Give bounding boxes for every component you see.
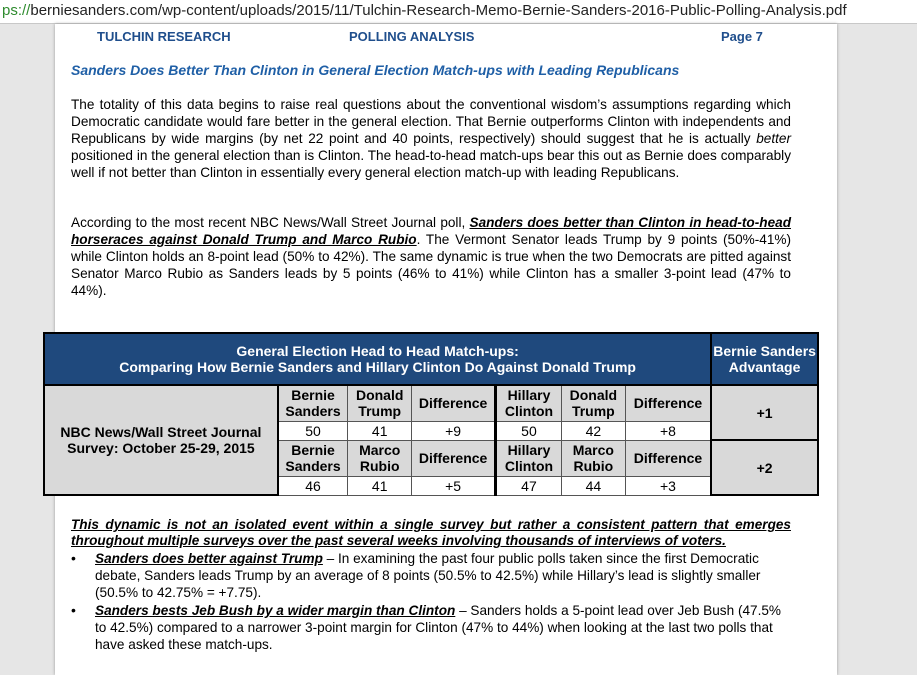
bullet-dot-icon: • — [71, 602, 76, 618]
matchup-table — [43, 332, 819, 496]
bullet-item — [71, 550, 791, 601]
bullet-dot-icon: • — [71, 550, 76, 566]
paragraph-1-italic: better — [756, 131, 791, 146]
table-cell: 44 — [561, 476, 625, 495]
bullet-lead: Sanders does better against Trump — [95, 551, 323, 566]
paragraph-2 — [71, 214, 791, 299]
viewer-background-right — [837, 24, 917, 675]
paragraph-1-text: The totality of this data begins to raise real questions about the conventional wisdom’s assumptions regarding which Democratic candidate would fare better in the general election. That Bernie outperforms Clinton with independents and Republicans by wide margins (by net 22 point and 40 points, respectively) should suggest that he is actually — [71, 97, 791, 146]
url-text[interactable] — [2, 2, 847, 19]
table-title: General Election Head to Head Match-ups: Comparing How Bernie Sanders and Hillary Clinton Do Against Donald Trump — [44, 333, 711, 385]
table-cell: +3 — [625, 476, 711, 495]
table-cell: 50 — [278, 421, 348, 440]
col-header: Donald Trump — [561, 385, 625, 421]
bullet-lead: Sanders bests Jeb Bush by a wider margin than Clinton — [95, 603, 456, 618]
header-org: TULCHIN RESEARCH — [97, 29, 231, 44]
advantage-header: Bernie Sanders Advantage — [711, 333, 818, 385]
col-header: Bernie Sanders — [278, 440, 348, 476]
bullet-text: – In examining the past four public polls taken since the first Democratic debate, Sanders leads Trump by an average of 8 points (50.5% to 42.5%) while Hillary’s lead is slightly smaller (50.5% to 42.75% = +7.75). — [95, 551, 761, 600]
paragraph-2-emphasis: Sanders does better than Clinton in head-to-head horseraces against Donald Trump and Marco Rubio — [71, 215, 791, 247]
table-cell: +8 — [625, 421, 711, 440]
table-cell: +9 — [412, 421, 496, 440]
paragraph-1-text-end: positioned in the general election than is Clinton. The head-to-head match-ups bear this out as Bernie does comparably well if not better than Clinton in essentially every general election match-up with leading Republicans. — [71, 148, 791, 180]
table-cell: 47 — [496, 476, 562, 495]
col-header: Difference — [412, 385, 496, 421]
col-header: Hillary Clinton — [496, 440, 562, 476]
table-cell: +5 — [412, 476, 496, 495]
pattern-note: This dynamic is not an isolated event within a single survey but rather a consistent pattern that emerges throughout multiple surveys over the past several weeks involving thousands of interviews of voters. — [71, 517, 791, 548]
col-header: Donald Trump — [348, 385, 412, 421]
paragraph-2-text-end: . The Vermont Senator leads Trump by 9 points (50%-41%) while Clinton holds an 8-point lead (50% to 42%). The same dynamic is true when the two Democrats are pitted against Senator Marco Rubio as Sanders leads by 5 points (46% to 41%) while Clinton has a smaller 3-point lead (47% to 44%). — [71, 232, 792, 298]
address-bar[interactable] — [0, 0, 917, 24]
col-header: Marco Rubio — [561, 440, 625, 476]
col-header: Marco Rubio — [348, 440, 412, 476]
header-page-number: Page 7 — [721, 29, 763, 44]
section-title: Sanders Does Better Than Clinton in General Election Match-ups with Leading Republicans — [71, 62, 680, 78]
advantage-value: +1 — [711, 385, 818, 440]
survey-label: NBC News/Wall Street Journal Survey: October 25-29, 2015 — [44, 385, 278, 495]
pdf-page — [55, 24, 837, 675]
table-cell: 46 — [278, 476, 348, 495]
col-header: Bernie Sanders — [278, 385, 348, 421]
table-cell: 50 — [496, 421, 562, 440]
col-header: Difference — [412, 440, 496, 476]
paragraph-1 — [71, 96, 791, 181]
table-cell: 41 — [348, 421, 412, 440]
col-header: Hillary Clinton — [496, 385, 562, 421]
table-cell: 41 — [348, 476, 412, 495]
table-cell: 42 — [561, 421, 625, 440]
bullet-item — [71, 602, 791, 653]
bullet-text: – Sanders holds a 5-point lead over Jeb Bush (47.5% to 42.5%) compared to a narrower 3-point margin for Clinton (47% to 44%) when looking at the last two polls that have asked these match-ups. — [95, 603, 782, 652]
col-header: Difference — [625, 385, 711, 421]
url-path: berniesanders.com/wp-content/uploads/2015/11/Tulchin-Research-Memo-Bernie-Sanders-2016-Public-Polling-Analysis.pdf — [30, 2, 847, 19]
header-section: POLLING ANALYSIS — [349, 29, 475, 44]
advantage-value: +2 — [711, 440, 818, 495]
col-header: Difference — [625, 440, 711, 476]
url-scheme: ps:// — [2, 2, 31, 19]
paragraph-2-text: According to the most recent NBC News/Wall Street Journal poll, — [71, 215, 470, 230]
